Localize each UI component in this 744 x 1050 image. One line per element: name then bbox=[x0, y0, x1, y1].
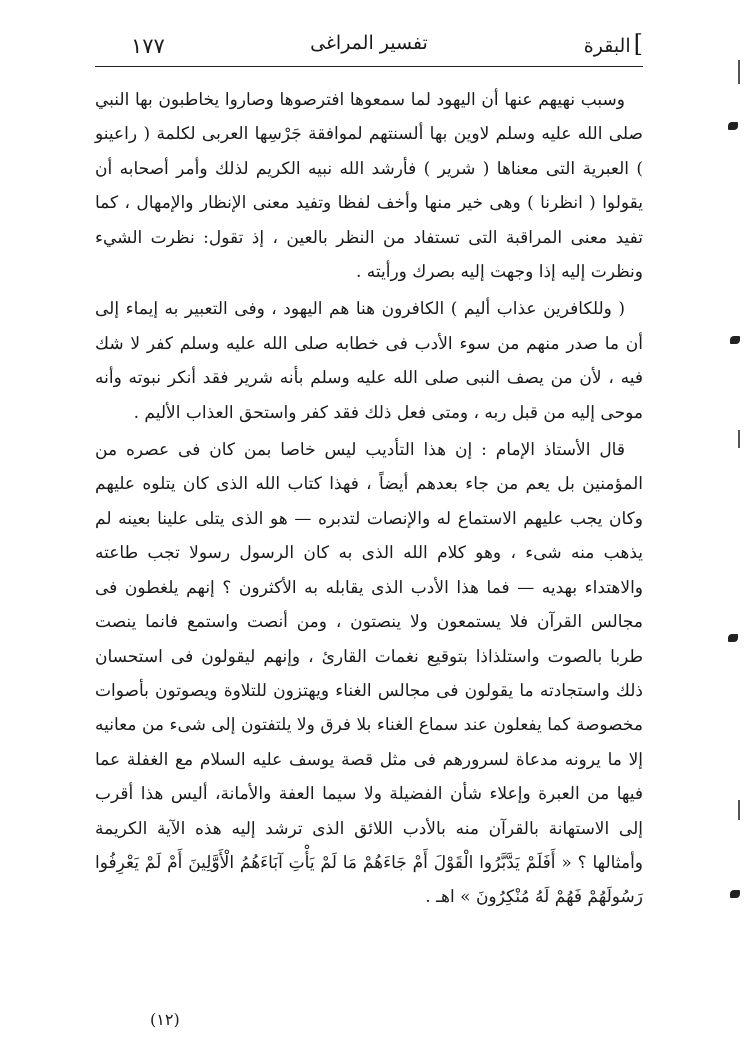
book-title: تفسير المراغى bbox=[310, 32, 428, 54]
signature-mark: (١٢) bbox=[150, 1010, 180, 1029]
body-text bbox=[95, 83, 643, 915]
paragraph-3: قال الأستاذ الإمام : إن هذا التأديب ليس خاصا بمن كان فى عصره من المؤمنين بل يعم من جاء بعدهم أيضاً ، فهذا كتاب الله الذى كان يتلوه عليهم وكان يجب عليهم الاستماع له والإنصات لتدبره — هو الذى يتلى علينا بعينه لم يذهب منه شىء ، وهو كلام الله الذى به كان الرسول رسولا تجب طاعته والاهتداء بهديه — فما هذا الأدب الذى يقابله به الأكثرون ؟ إنهم يلغطون فى مجالس القرآن فلا يستمعون ولا ينصتون ، ومن أنصت واستمع فانما ينصت طربا بالصوت واستلذاذا بتوقيع نغمات القارئ ، وإنهم ليقولون فى استحسان ذلك واستجادته ما يقولون فى مجالس الغناء ويهتزون للتلاوة ويصوتون بأصوات مخصوصة كما يفعلون عند سماع الغناء بلا فرق ولا يلتفتون إلى شىء من معانيه إلا ما يرونه مدعاة لسرورهم فى مثل قصة يوسف عليه السلام مع الغفلة عما فيها من العبرة وإعلاء شأن الفضيلة ولا سيما العفة والأمانة، أليس هذا أقرب إلى الاستهانة بالقرآن منه بالأدب اللائق الذى ترشد إليه هذه الآية الكريمة وأمثالها ؟ « أَفَلَمْ يَدَّبَّرُوا الْقَوْلَ أَمْ جَاءَهُمْ مَا لَمْ يَأْتِ آبَاءَهُمُ الْأَوَّلِينَ أَمْ لَمْ يَعْرِفُوا رَسُولَهُمْ فَهُمْ لَهُ مُنْكِرُونَ » اهـ . bbox=[95, 440, 643, 908]
scan-edge-mark bbox=[738, 430, 740, 448]
paragraph-1: وسبب نهيهم عنها أن اليهود لما سمعوها افترصوها وصاروا يخاطبون بها النبي صلى الله عليه وسلم لاوين بها ألسنتهم لموافقة جَرْسِها العربى لكلمة ( راعينو ) العبرية التى معناها ( شرير ) فأرشد الله نبيه الكريم لذلك وأمر أصحابه أن يقولوا ( انظرنا ) وهى خير منها وأخف لفظا وتفيد معنى الإنظار والإمهال ، كما تفيد معنى المراقبة التى تستفاد من النظر بالعين ، إذ تقول: نظرت الشيء ونظرت إليه إذا وجهت إليه بصرك ورأيته . bbox=[95, 90, 643, 283]
page-header bbox=[95, 22, 643, 66]
scan-edge-mark bbox=[738, 800, 740, 820]
paragraph-2: ( وللكافرين عذاب أليم ) الكافرون هنا هم اليهود ، وفى التعبير به إيماء إلى أن ما صدر منهم من سوء الأدب فى خطابه صلى الله عليه وسلم كفر لا شك فيه ، لأن من يصف النبى صلى الله عليه وسلم بأنه شرير فقد أنكر نبوته وأنه موحى إليه من قبل ربه ، ومتى فعل ذلك فقد كفر واستحق العذاب الأليم . bbox=[95, 299, 643, 423]
surah-name-group bbox=[584, 30, 643, 58]
scan-edge-mark bbox=[738, 60, 740, 84]
header-rule bbox=[95, 66, 643, 67]
page-number: ١٧٧ bbox=[131, 34, 165, 58]
scan-blot bbox=[730, 336, 740, 344]
scan-blot bbox=[728, 634, 738, 642]
header-bracket: ] bbox=[633, 30, 643, 58]
scan-blot bbox=[730, 890, 740, 898]
surah-name: البقرة bbox=[583, 35, 631, 57]
scan-blot bbox=[728, 122, 738, 130]
